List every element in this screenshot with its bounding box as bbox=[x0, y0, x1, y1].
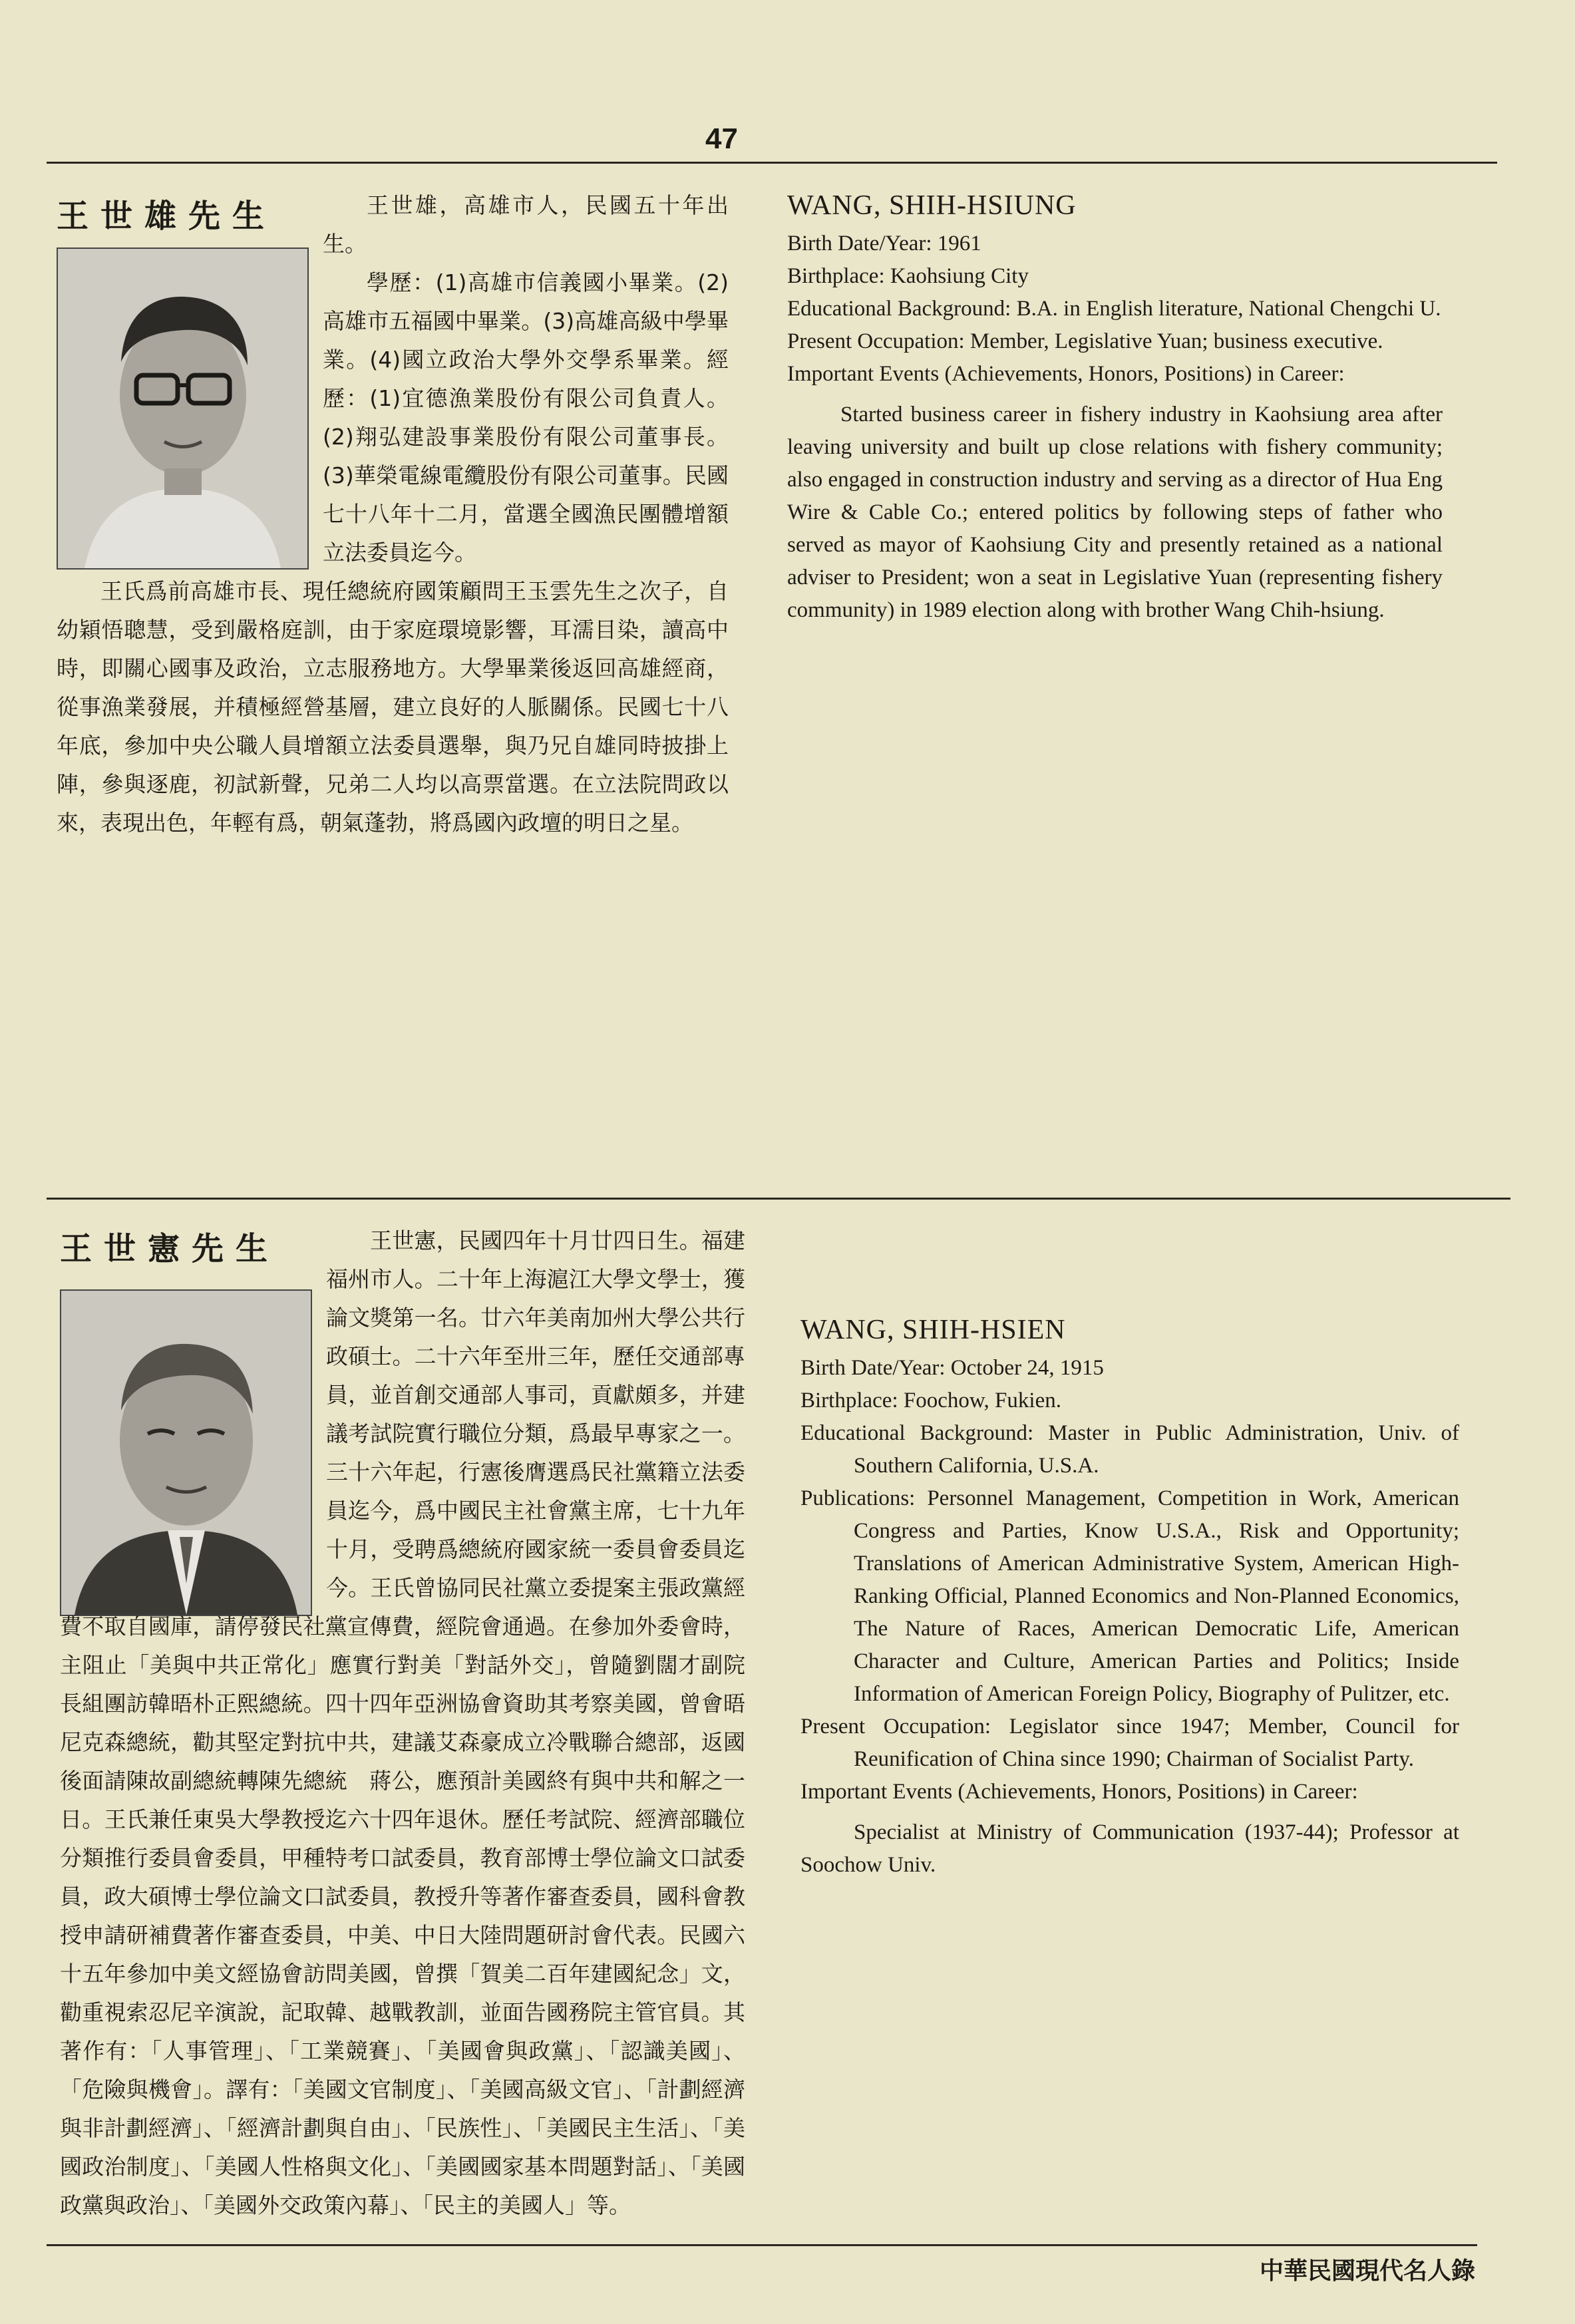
page-number: 47 bbox=[705, 122, 738, 155]
entry-english-name: WANG, SHIH-HSIEN bbox=[800, 1315, 1066, 1345]
entry-cjk-name: 王世雄先生 bbox=[57, 198, 277, 235]
en-field: Present Occupation: Member, Legislative Yuan; business executive. bbox=[787, 329, 1383, 353]
entry-cjk-biography bbox=[60, 1222, 745, 2225]
cjk-paragraph: 王世憲，民國四年十月廿四日生。福建福州市人。二十年上海滬江大學文學士，獲論文獎第一名。廿六年美南加州大學公共行政碩士。二十六年至卅三年，歷任交通部專員，並首創交通部人事司，貢獻頗多，并建議考試院實行職位分類，爲最早專家之一。三十六年起，行憲後膺選爲民社黨籍立法委員迄今，爲中國民主社會黨主席，七十九年十月，受聘爲總統府國家統一委員會委員迄今。王氏曾協同民社黨立委提案主張政黨經費不取自國庫，請停發民社黨宣傳費，經院會通過。在參加外委會時，主阻止「美與中共正常化」應實行對美「對話外交」，曾隨劉闊才副院長組團訪韓晤朴正熙總統。四十四年亞洲協會資助其考察美國，曾會晤尼克森總統，勸其堅定對抗中共，建議艾森豪成立冷戰聯合總部，返國後面請陳故副總統轉陳先總統 蔣公，應預計美國終有與中共和解之一日。王氏兼任東吳大學教授迄六十四年退休。歷任考試院、經濟部職位分類推行委員會委員，甲種特考口試委員，教育部博士學位論文口試委員，政大碩博士學位論文口試委員，教授升等著作審查委員，國科會教授申請研補費著作審查委員，中美、中日大陸問題研討會代表。民國六十五年參加中美文經協會訪問美國，曾撰「賀美二百年建國紀念」文，勸重視索忍尼辛演說，記取韓、越戰教訓，並面告國務院主管官員。其著作有：「人事管理」、「工業競賽」、「美國會與政黨」、「認識美國」、「危險與機會」。譯有：「美國文官制度」、「美國高級文官」、「計劃經濟與非計劃經濟」、「經濟計劃與自由」、「民族性」、「美國民主生活」、「美國政治制度」、「美國人性格與文化」、「美國國家基本問題對話」、「美國政黨與政治」、「美國外交政策內幕」、「民主的美國人」等。 bbox=[60, 1228, 745, 2218]
entry-english-biography bbox=[787, 190, 1443, 627]
en-field: Present Occupation: Legislator since 1947; Member, Council for Reunification of China since 1990; Chairman of Socialist Party. bbox=[800, 1715, 1459, 1771]
en-field: Important Events (Achievements, Honors, Positions) in Career: bbox=[787, 362, 1345, 386]
en-field: Educational Background: B.A. in English literature, National Chengchi U. bbox=[787, 297, 1441, 321]
cjk-paragraph: 王世雄，高雄市人，民國五十年出生。 bbox=[323, 192, 729, 257]
entry-english-biography bbox=[800, 1314, 1459, 1882]
bottom-rule bbox=[47, 2244, 1477, 2246]
entry-english-name: WANG, SHIH-HSIUNG bbox=[787, 190, 1077, 221]
en-field: Publications: Personnel Management, Competition in Work, American Congress and Parties, Know U.S.A., Risk and Opportunity; Translations of American Administrative System, American High-Ranking Official, Planned Economics and Non-Planned Economics, The Nature of Races, American Democratic Life, American Character and Culture, American Parties and Politics; Inside Information of American Foreign Policy, Biography of Pulitzer, etc. bbox=[800, 1486, 1459, 1706]
en-field: Birth Date/Year: October 24, 1915 bbox=[800, 1356, 1104, 1380]
top-rule bbox=[47, 162, 1497, 164]
en-paragraph: Specialist at Ministry of Communication (1937-44); Professor at Soochow Univ. bbox=[800, 1820, 1459, 1877]
entry-cjk-biography bbox=[57, 186, 729, 842]
en-field: Birthplace: Foochow, Fukien. bbox=[800, 1389, 1061, 1412]
entry-separator-rule bbox=[47, 1198, 1510, 1200]
running-footer: 中華民國現代名人錄 bbox=[1259, 2257, 1475, 2285]
entry-cjk-name: 王世憲先生 bbox=[60, 1230, 280, 1267]
portrait-spacer bbox=[60, 1222, 326, 1607]
en-field: Birth Date/Year: 1961 bbox=[787, 232, 981, 255]
en-field: Important Events (Achievements, Honors, Positions) in Career: bbox=[800, 1780, 1358, 1804]
cjk-paragraph: 王氏爲前高雄市長、現任總統府國策顧問王玉雲先生之次子，自幼穎悟聰慧，受到嚴格庭訓，由于家庭環境影響，耳濡目染，讀高中時，即關心國事及政治，立志服務地方。大學畢業後返回高雄經商，從事漁業發展，并積極經營基層，建立良好的人脈關係。民國七十八年底，參加中央公職人員增額立法委員選舉，與乃兄自雄同時披掛上陣，參與逐鹿，初試新聲，兄弟二人均以高票當選。在立法院問政以來，表現出色，年輕有爲，朝氣蓬勃，將爲國內政壇的明日之星。 bbox=[57, 578, 729, 836]
cjk-paragraph: 學歷：(1)高雄市信義國小畢業。(2)高雄市五福國中畢業。(3)高雄高級中學畢業。(4)國立政治大學外交學系畢業。經歷：(1)宜德漁業股份有限公司負責人。(2)翔弘建設事業股份有限公司董事長。(3)華榮電線電纜股份有限公司董事。民國七十八年十二月，當選全國漁民團體增額立法委員迄今。 bbox=[323, 269, 729, 566]
en-paragraph: Started business career in fishery industry in Kaohsiung area after leaving university and built up close relations with fishery community; also engaged in construction industry and serving as a director of Hua Eng Wire & Cable Co.; entered politics by following steps of father who served as mayor of Kaohsiung City and presently retained as a national adviser to President; won a seat in Legislative Yuan (representing fishery community) in 1989 election along with brother Wang Chih-hsiung. bbox=[787, 403, 1443, 622]
en-field: Birthplace: Kaohsiung City bbox=[787, 264, 1029, 288]
portrait-spacer bbox=[57, 186, 323, 562]
en-field: Educational Background: Master in Public Administration, Univ. of Southern California, U.S.A. bbox=[800, 1421, 1459, 1478]
